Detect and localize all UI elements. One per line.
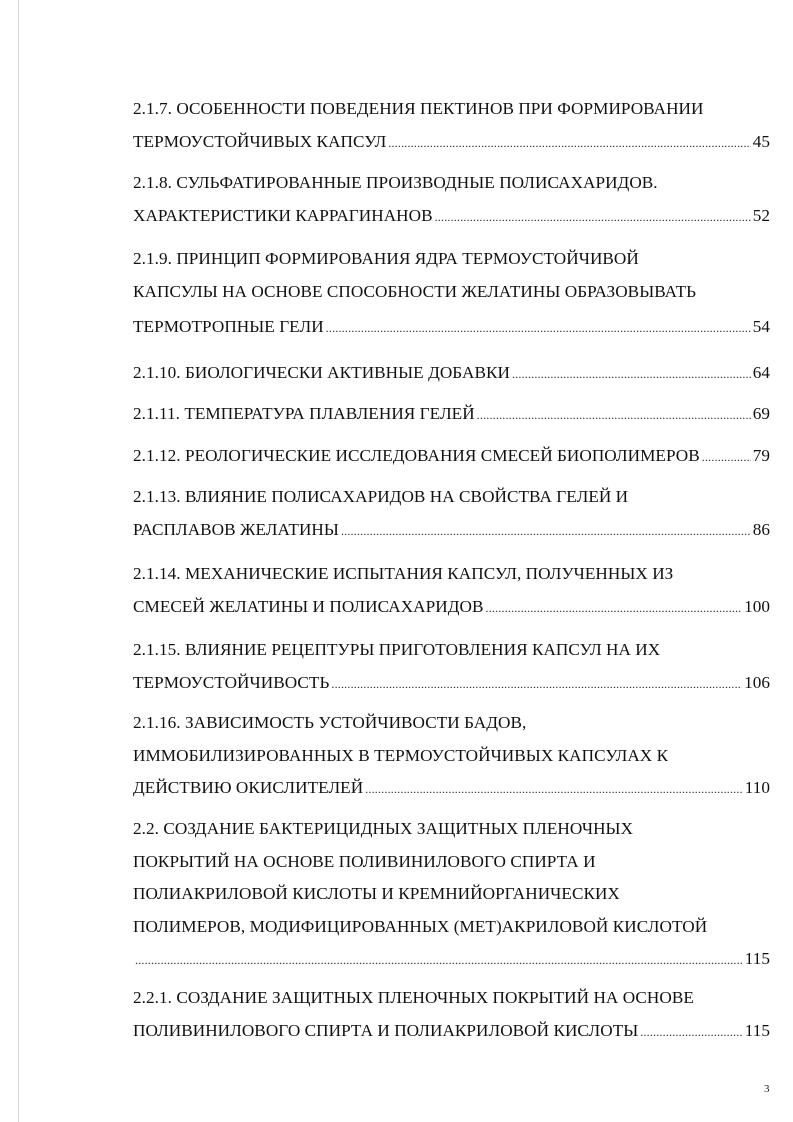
toc-entry-text: 2.1.10. БИОЛОГИЧЕСКИ АКТИВНЫЕ ДОБАВКИ (133, 363, 510, 382)
toc-entry-line-with-page (133, 362, 770, 385)
dot-leader (341, 520, 751, 542)
dot-leader (326, 317, 751, 339)
dot-leader (331, 673, 742, 695)
dot-leader (477, 404, 751, 426)
toc-entry-text: ХАРАКТЕРИСТИКИ КАРРАГИНАНОВ (133, 206, 433, 225)
toc-page-number: 45 (752, 132, 770, 151)
dot-leader (702, 446, 751, 468)
toc-entry-text: РАСПЛАВОВ ЖЕЛАТИНЫ (133, 520, 339, 539)
dot-leader (135, 949, 743, 971)
toc-entry-text: ПОЛИМЕРОВ, МОДИФИЦИРОВАННЫХ (МЕТ)АКРИЛОВОЙ КИСЛОТОЙ (133, 917, 708, 936)
toc-entry-line-with-page (133, 1020, 770, 1043)
toc-entry-line-with-page (133, 131, 770, 154)
toc-entry-line-with-page (133, 948, 770, 971)
toc-entry-text: 2.1.8. СУЛЬФАТИРОВАННЫЕ ПРОИЗВОДНЫЕ ПОЛИСАХАРИДОВ. (133, 173, 658, 192)
toc-entry-line-with-page (133, 316, 770, 339)
toc-entry-text: 2.2. СОЗДАНИЕ БАКТЕРИЦИДНЫХ ЗАЩИТНЫХ ПЛЕНОЧНЫХ (133, 819, 634, 838)
toc-page-number: 115 (744, 1021, 770, 1040)
toc-page-number: 54 (752, 317, 770, 336)
toc-page-number: 110 (744, 778, 770, 797)
toc-entry-line-with-page (133, 403, 770, 426)
dot-leader (640, 1021, 742, 1043)
toc-page-number: 115 (744, 949, 770, 968)
toc-page-number: 64 (752, 363, 770, 382)
dot-leader (512, 363, 751, 385)
toc-entry-text: 2.1.15. ВЛИЯНИЕ РЕЦЕПТУРЫ ПРИГОТОВЛЕНИЯ КАПСУЛ НА ИХ (133, 640, 661, 659)
toc-entry-text: КАПСУЛЫ НА ОСНОВЕ СПОСОБНОСТИ ЖЕЛАТИНЫ ОБРАЗОВЫВАТЬ (133, 282, 697, 301)
toc-entry-text: ТЕРМОУСТОЙЧИВОСТЬ (133, 673, 330, 692)
toc-entry-text: 2.1.12. РЕОЛОГИЧЕСКИЕ ИССЛЕДОВАНИЯ СМЕСЕЙ БИОПОЛИМЕРОВ (133, 446, 700, 465)
toc-page-number: 106 (744, 673, 770, 692)
toc-entry-text: ПОКРЫТИЙ НА ОСНОВЕ ПОЛИВИНИЛОВОГО СПИРТА И (133, 852, 596, 871)
toc-entry-text: ПОЛИВИНИЛОВОГО СПИРТА И ПОЛИАКРИЛОВОЙ КИСЛОТЫ (133, 1021, 639, 1040)
toc-page-number: 100 (744, 597, 770, 616)
toc-entry-line-with-page (133, 596, 770, 619)
toc-entry-text: 2.1.11. ТЕМПЕРАТУРА ПЛАВЛЕНИЯ ГЕЛЕЙ (133, 404, 475, 423)
toc-entry-text: ТЕРМОТРОПНЫЕ ГЕЛИ (133, 317, 324, 336)
toc-entry-text: 2.1.16. ЗАВИСИМОСТЬ УСТОЙЧИВОСТИ БАДОВ, (133, 713, 527, 732)
toc-entry-text: ТЕРМОУСТОЙЧИВЫХ КАПСУЛ (133, 132, 387, 151)
toc-entry-line-with-page (133, 445, 770, 468)
toc-entry-line-with-page (133, 519, 770, 542)
toc-entry-text: 2.2.1. СОЗДАНИЕ ЗАЩИТНЫХ ПЛЕНОЧНЫХ ПОКРЫТИЙ НА ОСНОВЕ (133, 988, 694, 1007)
toc-entry-text: ИММОБИЛИЗИРОВАННЫХ В ТЕРМОУСТОЙЧИВЫХ КАПСУЛАХ К (133, 746, 669, 765)
toc-page-number: 52 (752, 206, 770, 225)
toc-entry-line-with-page (133, 777, 770, 800)
dot-leader (435, 206, 751, 228)
toc-entry-text: 2.1.13. ВЛИЯНИЕ ПОЛИСАХАРИДОВ НА СВОЙСТВА ГЕЛЕЙ И (133, 487, 629, 506)
dot-leader (388, 132, 750, 154)
dot-leader (485, 597, 742, 619)
toc-entry-text: ДЕЙСТВИЮ ОКИСЛИТЕЛЕЙ (133, 778, 364, 797)
toc-entry-text: СМЕСЕЙ ЖЕЛАТИНЫ И ПОЛИСАХАРИДОВ (133, 597, 484, 616)
toc-entry-text: 2.1.9. ПРИНЦИП ФОРМИРОВАНИЯ ЯДРА ТЕРМОУСТОЙЧИВОЙ (133, 249, 639, 268)
page-number: 3 (764, 1083, 770, 1095)
toc-page-number: 86 (752, 520, 770, 539)
toc-entry-line-with-page (133, 205, 770, 228)
dot-leader (365, 778, 743, 800)
toc-entry-text: ПОЛИАКРИЛОВОЙ КИСЛОТЫ И КРЕМНИЙОРГАНИЧЕСКИХ (133, 884, 620, 903)
toc-entry-text: 2.1.14. МЕХАНИЧЕСКИЕ ИСПЫТАНИЯ КАПСУЛ, ПОЛУЧЕННЫХ ИЗ (133, 564, 674, 583)
toc-entry-line-with-page (133, 672, 770, 695)
toc-page-number: 79 (752, 446, 770, 465)
toc-page-number: 69 (752, 404, 770, 423)
toc-entry-text: 2.1.7. ОСОБЕННОСТИ ПОВЕДЕНИЯ ПЕКТИНОВ ПРИ ФОРМИРОВАНИИ (133, 99, 704, 118)
